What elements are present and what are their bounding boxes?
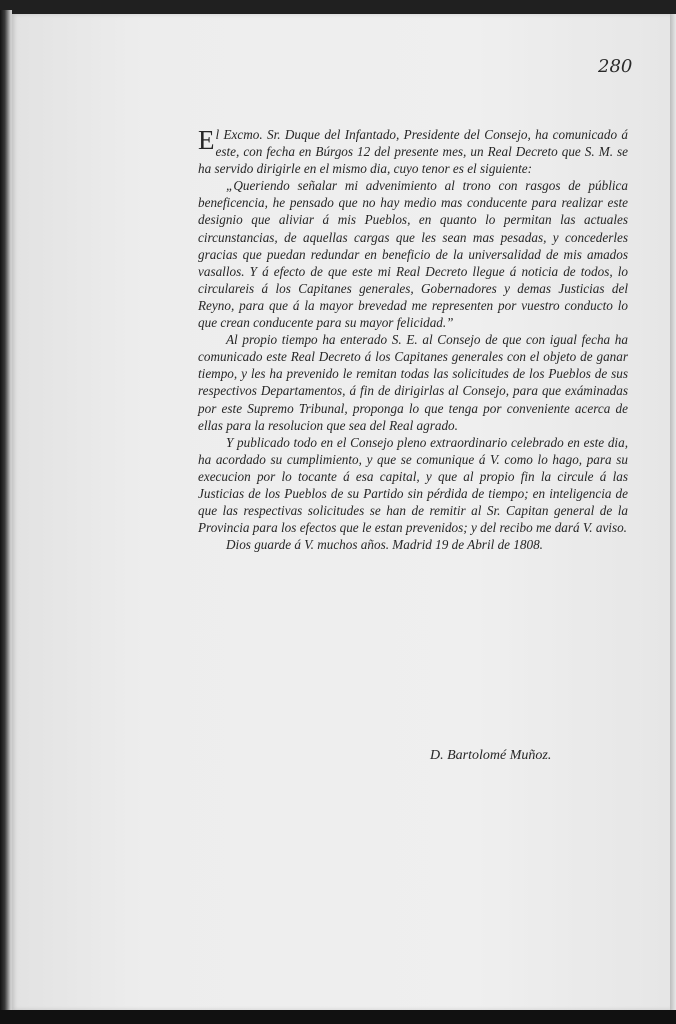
binding-edge <box>0 10 12 1014</box>
drop-cap: E <box>198 125 215 155</box>
paragraph-1 <box>198 126 628 177</box>
paragraph-4: Y publicado todo en el Consejo pleno extraordinario celebrado en este dia, ha acordado su cumplimiento, y que se comunique á V. como lo hago, para su execucion por lo tocante á esa capital, y que al propio fin la circule á las Justicias de los Pueblos de su Partido sin pérdida de tiempo; en inteligencia de que las respectivas solicitudes se han de remitir al Sr. Capitan general de la Provincia para los efectos que le estan prevenidos; y del recibo me dará V. aviso. <box>198 434 628 536</box>
body-text <box>198 126 628 553</box>
signature: D. Bartolomé Muñoz. <box>430 748 552 763</box>
paragraph-2: „Queriendo señalar mi advenimiento al trono con rasgos de pública beneficencia, he pensado que no hay medio mas conducente para realizar este designio que aliviar á mis Pueblos, en quanto lo permitan las actuales circunstancias, de aquellas cargas que les sean mas pesadas, y concederles gracias que puedan redundar en beneficio de la universalidad de mis amados vasallos. Y á efecto de que este mi Real Decreto llegue á noticia de todos, lo circulareis á los Capitanes generales, Gobernadores y demas Justicias del Reyno, para que á la mayor brevedad me representen por vuestro conducto lo que crean conducente para su mayor felicidad.” <box>198 178 628 331</box>
paragraph-3: Al propio tiempo ha enterado S. E. al Consejo de que con igual fecha ha comunicado este Real Decreto á los Capitanes generales con el objeto de ganar tiempo, y les ha prevenido le remitan todas las solicitudes de los Pueblos de sus respectivos Departamentos, á fin de dirigirlas al Consejo, para que exáminadas por este Supremo Tribunal, proponga lo que tenga por conveniente acerca de ellas para la resolucion que sea del Real agrado. <box>198 332 628 433</box>
page-edge <box>670 14 676 1010</box>
scan-bottom-edge <box>0 1010 676 1024</box>
paragraph-5: Dios guarde á V. muchos años. Madrid 19 de Abril de 1808. <box>226 537 543 553</box>
paragraph-1-text: l Excmo. Sr. Duque del Infantado, Presidente del Consejo, ha comunicado á este, con fecha en Búrgos 12 del presente mes, un Real Decreto que S. M. se ha servido dirigirle en el mismo dia, cuyo tenor es el siguiente: <box>198 127 628 177</box>
page-number: 280 <box>598 56 633 77</box>
